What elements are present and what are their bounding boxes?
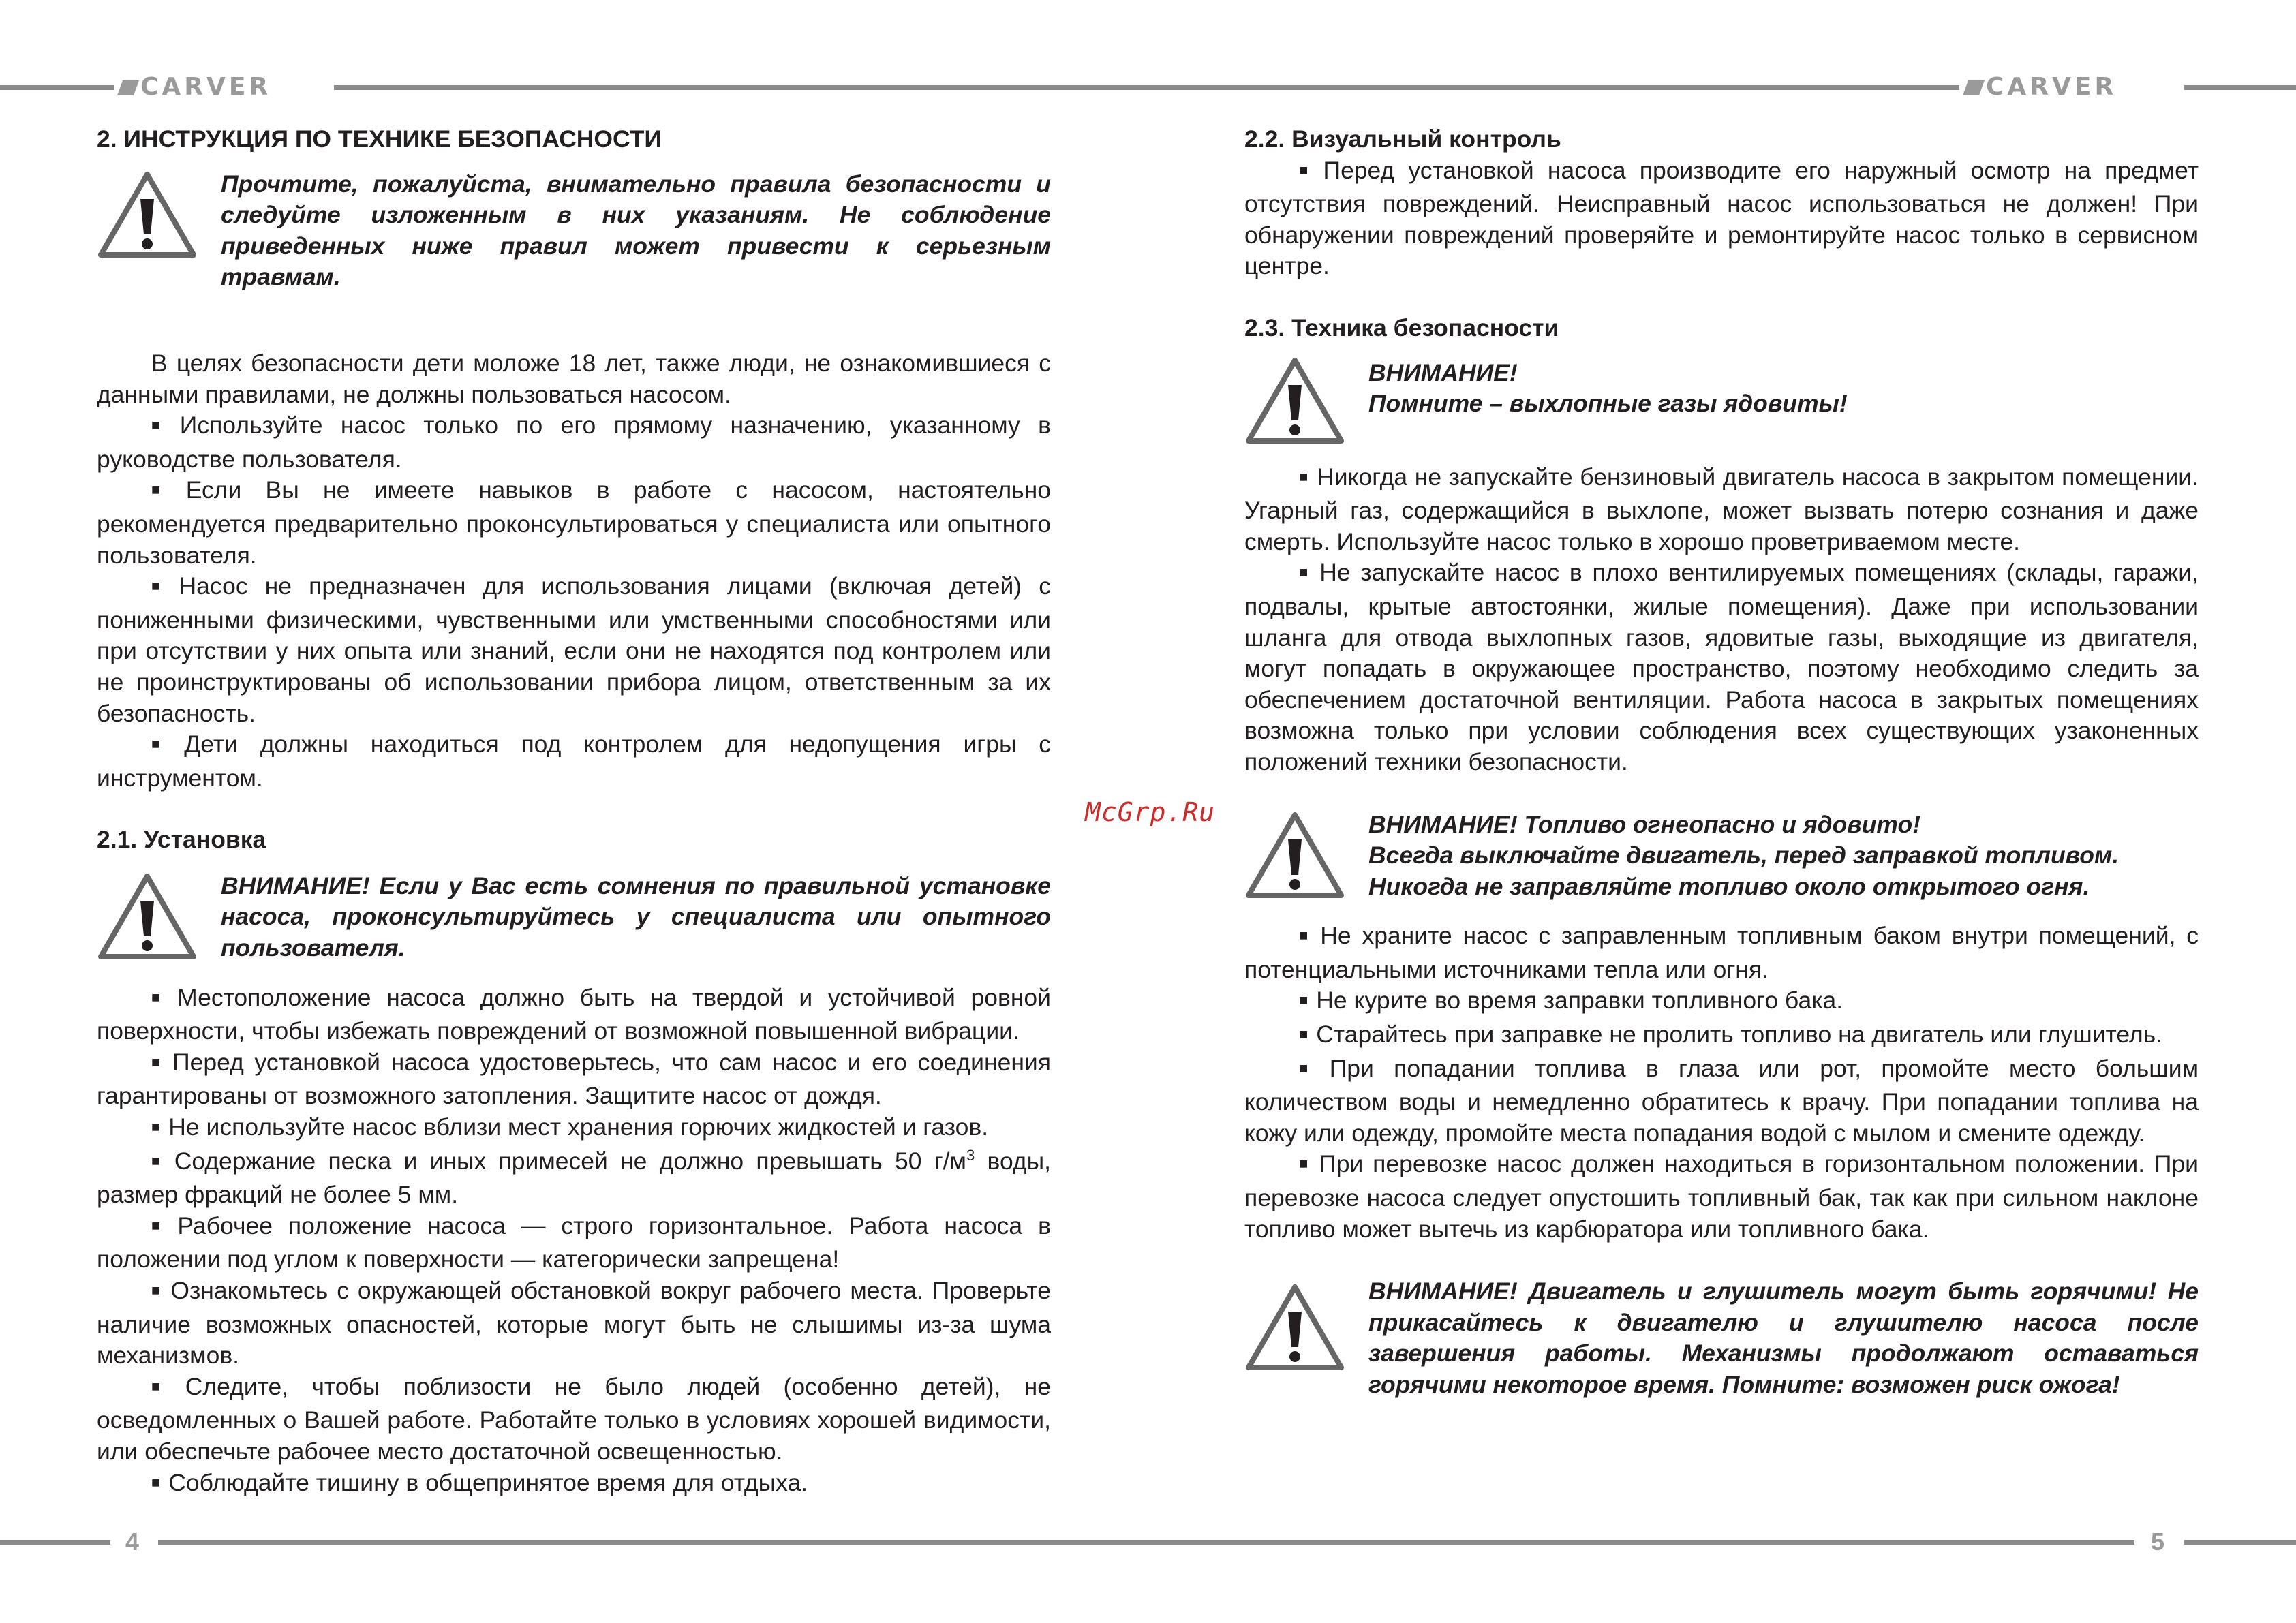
bullet-item: ■ Следите, чтобы поблизости не было людей (особенно детей), не осведомленных о Вашей работе. Работайте только в условиях хорошей видимости, или обеспечьте рабочее место достаточной освещенностью.: [97, 1372, 1051, 1468]
warning-text: [1368, 358, 1848, 420]
fuel-list: [1244, 921, 2199, 1245]
bullet-item: ■ Ознакомьтесь с окружающей обстановкой вокруг рабочего места. Проверьте наличие возможных опасностей, которые могут быть не слышимы из-за шума механизмов.: [97, 1276, 1051, 1372]
warning-text: [1368, 809, 2119, 903]
install-list: [97, 983, 1051, 1502]
logo-text: CARVER: [140, 73, 272, 101]
warning-line: ВНИМАНИЕ!: [1368, 358, 1518, 386]
bullet-item: ■ Используйте насос только по его прямому назначению, указанному в руководстве пользователя.: [97, 410, 1051, 475]
bullet-item: ■ Рабочее положение насоса — строго горизонтальное. Работа насоса в положении под углом к поверхности — категорически запрещена!: [97, 1211, 1051, 1276]
warning-triangle-icon: [97, 871, 198, 963]
warning-line: Никогда не заправляйте топливо около открытого огня.: [1368, 872, 2090, 900]
carver-logo-right: [1965, 74, 2117, 101]
section-heading-safety: 2.3. Техника безопасности: [1244, 313, 1559, 341]
warning-line: ВНИМАНИЕ! Топливо огнеопасно и ядовито!: [1368, 810, 1921, 838]
warning-line: Всегда выключайте двигатель, перед заправкой топливом.: [1368, 841, 2119, 869]
footer-rule-center: [158, 1540, 2134, 1545]
intro-paragraph: В целях безопасности дети моложе 18 лет, также люди, не ознакомившиеся с данными правилами, не должны пользоваться насосом.: [97, 349, 1051, 408]
superscript: 3: [966, 1146, 975, 1164]
warning-line: Помните – выхлопные газы ядовиты!: [1368, 390, 1848, 418]
header-rule-center: [334, 85, 1959, 90]
warning-triangle-icon: [1244, 1282, 1345, 1374]
bullet-item: ■ Перед установкой насоса удостоверьтесь, что сам насос и его соединения гарантированы от возможного затопления. Защитите насос от дождя.: [97, 1047, 1051, 1112]
logo-text: CARVER: [1986, 73, 2117, 101]
bullet-item: ■ Не используйте насос вблизи мест хранения горючих жидкостей и газов.: [97, 1112, 1051, 1146]
safety-list: [1244, 462, 2199, 778]
warning-block: [1244, 809, 2199, 903]
warning-text: ВНИМАНИЕ! Если у Вас есть сомнения по правильной установке насоса, проконсультируйтесь у специалиста или опытного пользователя.: [221, 871, 1051, 962]
logo-mark-icon: [117, 80, 139, 95]
bullet-item: ■ Насос не предназначен для использования лицами (включая детей) с пониженными физическими, чувственными или умственными способностями или при отсутствии у них опыта или знаний, если они не находятся под контролем или не проинструктированы об использовании прибора лицом, ответственным за их безопасность.: [97, 571, 1051, 729]
watermark: McGrp.Ru: [1085, 797, 1216, 827]
warning-block: [1244, 358, 2199, 447]
bullet-text: Содержание песка и иных примесей не должно превышать 50 г/м: [174, 1147, 966, 1175]
warning-triangle-icon: [1244, 355, 1345, 447]
warning-block: [97, 871, 1051, 964]
bullet-text: воды, размер фракций не более 5 мм.: [97, 1147, 1052, 1209]
bullet-item: ■ Перед установкой насоса производите его наружный осмотр на предмет отсутствия повреждений. Неисправный насос использоваться не должен! При обнаружении повреждений проверяйте и ремонтируйте насос только в сервисном центре.: [1244, 155, 2199, 282]
bullet-item: ■ Соблюдайте тишину в общепринятое время для отдыха.: [97, 1468, 1051, 1502]
bullet-item: ■ Местоположение насоса должно быть на твердой и устойчивой ровной поверхности, чтобы избежать повреждений от возможной повышенной вибрации.: [97, 983, 1051, 1047]
bullet-item: ■ Не курите во время заправки топливного бака.: [1244, 985, 2199, 1019]
bullet-item: ■ Старайтесь при заправке не пролить топливо на двигатель или глушитель.: [1244, 1019, 2199, 1053]
warning-text: ВНИМАНИЕ! Двигатель и глушитель могут быть горячими! Не прикасайтесь к двигателю и глушителю насоса после завершения работы. Механизмы продолжают оставаться горячими некоторое время. Помните: возможен риск ожога!: [1368, 1278, 2199, 1398]
footer-rule-right: [2184, 1540, 2296, 1545]
bullet-item: [97, 1146, 1051, 1211]
bullet-item: ■ Не храните насос с заправленным топливным баком внутри помещений, с потенциальными источниками тепла или огня.: [1244, 921, 2199, 985]
carver-logo-left: [120, 74, 271, 101]
warning-block: [97, 169, 1051, 293]
warning-triangle-icon: [1244, 809, 1345, 901]
warning-text: Прочтите, пожалуйста, внимательно правила безопасности и следуйте изложенным в них указаниям. Не соблюдение приведенных ниже правил может привести к серьезным травмам.: [221, 170, 1051, 291]
bullet-item: ■ Дети должны находиться под контролем для недопущения игры с инструментом.: [97, 729, 1051, 794]
footer-rule-left: [0, 1540, 110, 1545]
bullet-item: ■ При перевозке насос должен находиться в горизонтальном положении. При перевозке насоса следует опустошить топливный бак, так как при сильном наклоне топливо может вытечь из карбюратора или топливного бака.: [1244, 1149, 2199, 1245]
header-rule-left: [0, 85, 114, 90]
bullet-item: ■ Не запускайте насос в плохо вентилируемых помещениях (склады, гаражи, подвалы, крытые автостоянки, жилые помещения). Даже при использовании шланга для отвода выхлопных газов, ядовитые газы, выходящие из двигателя, могут попадать в окружающее пространство, поэтому необходимо следить за обеспечением достаточной вентиляции. Работа насоса в закрытых помещениях возможна только при условии соблюдения всех существующих узаконенных положений техники безопасности.: [1244, 557, 2199, 777]
logo-mark-icon: [1963, 80, 1985, 95]
right-column: [1244, 124, 2199, 1401]
page-number-left: 4: [125, 1528, 140, 1556]
bullet-item: ■ Если Вы не имеете навыков в работе с насосом, настоятельно рекомендуется предварительно проконсультироваться у специалиста или опытного пользователя.: [97, 475, 1051, 571]
warning-block: [1244, 1276, 2199, 1400]
section-heading-visual: 2.2. Визуальный контроль: [1244, 125, 1561, 153]
section-heading-install: 2.1. Установка: [97, 826, 266, 854]
left-column: [97, 124, 1051, 1501]
page-number-right: 5: [2151, 1528, 2165, 1556]
header-rule-right: [2184, 85, 2296, 90]
bullet-item: ■ При попадании топлива в глаза или рот, промойте место большим количеством воды и немедленно обратитесь к врачу. При попадании топлива на кожу или одежду, промойте места попадания водой с мылом и смените одежду.: [1244, 1053, 2199, 1149]
warning-triangle-icon: [97, 169, 198, 261]
bullet-item: ■ Никогда не запускайте бензиновый двигатель насоса в закрытом помещении. Угарный газ, содержащийся в выхлопе, может вызвать потерю сознания и даже смерть. Используйте насос только в хорошо проветриваемом месте.: [1244, 462, 2199, 558]
section-title: 2. ИНСТРУКЦИЯ ПО ТЕХНИКЕ БЕЗОПАСНОСТИ: [97, 125, 662, 153]
